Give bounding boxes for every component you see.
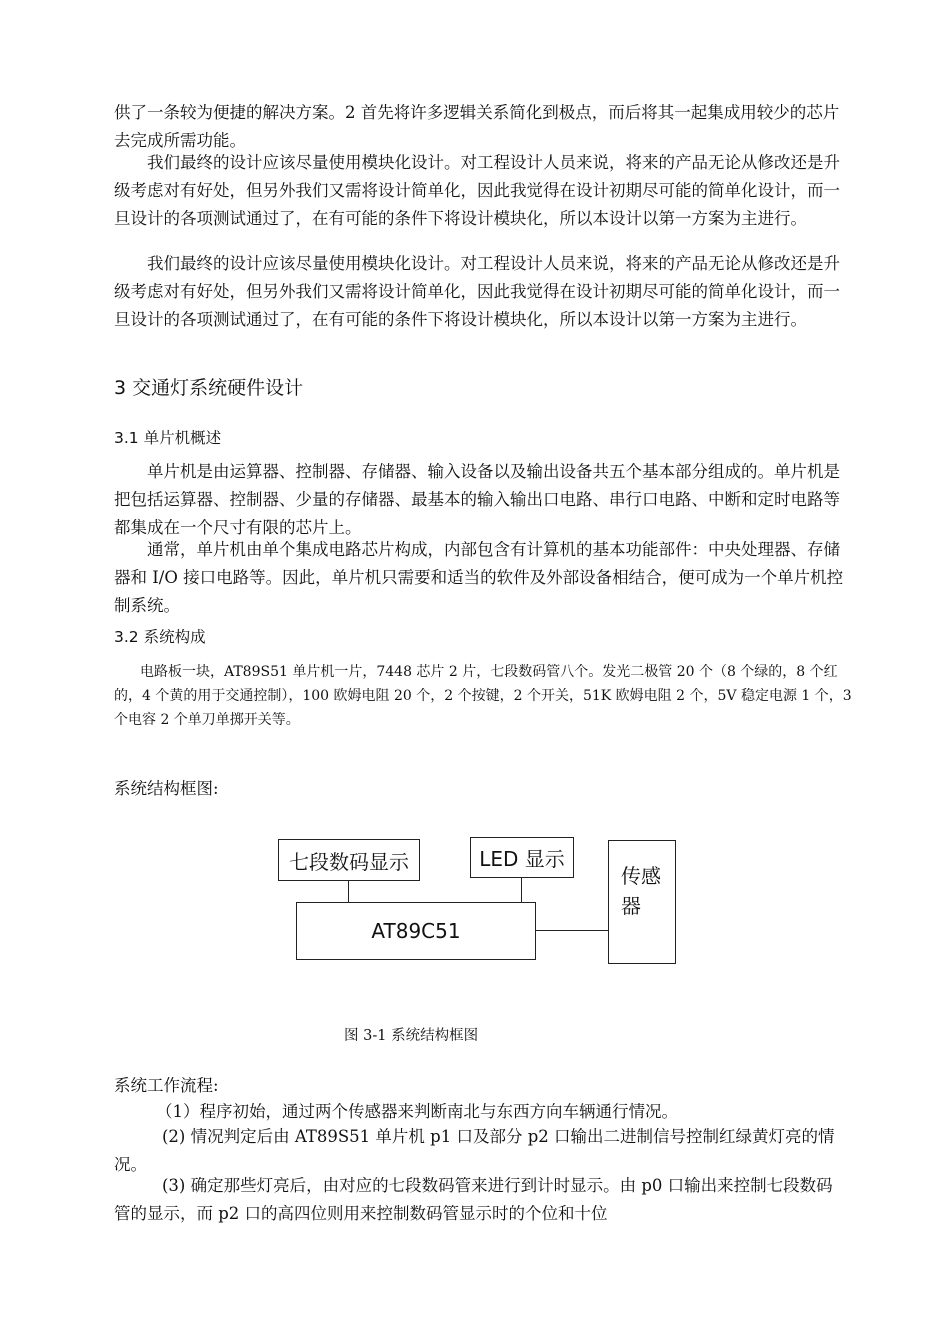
box-seven-segment-label: 七段数码显示	[289, 849, 409, 874]
box-sensor	[608, 840, 676, 964]
figure-caption: 图 3-1 系统结构框图	[344, 1028, 479, 1044]
box-mcu-label: AT89C51	[371, 919, 461, 943]
box-seven-segment-display	[278, 839, 420, 881]
box-led-label: LED 显示	[479, 847, 565, 871]
section-3-1-title: 3.1 单片机概述	[114, 429, 222, 447]
paragraph-system-composition: 电路板一块，AT89S51 单片机一片，7448 芯片 2 片，七段数码管八个。发光二极管 20 个（8 个绿的，8 个红的，4 个黄的用于交通控制），100 欧姆电阻 20 个，2 个按键，2 个开关，51K 欧姆电阻 2 个，5V 稳定电源 1 个，3 个电容 2 个单刀单掷开关等。	[114, 664, 852, 728]
connector-led-to-mcu	[521, 878, 522, 903]
connector-seven-seg-to-mcu	[348, 881, 349, 903]
paragraph-intro-2: 我们最终的设计应该尽量使用模块化设计。对工程设计人员来说，将来的产品无论从修改还是升级考虑对有好处，但另外我们又需将设计简单化，因此我觉得在设计初期尽可能的简单化设计，而一旦设计的各项测试通过了，在有可能的条件下将设计模块化，所以本设计以第一方案为主进行。	[114, 153, 840, 228]
paragraph-mcu-overview-1: 单片机是由运算器、控制器、存储器、输入设备以及输出设备共五个基本部分组成的。单片机是把包括运算器、控制器、少量的存储器、最基本的输入输出口电路、串行口电路、中断和定时电路等都集成在一个尺寸有限的芯片上。	[114, 462, 840, 537]
diagram-label: 系统结构框图:	[114, 779, 219, 798]
workflow-label: 系统工作流程:	[114, 1076, 219, 1095]
workflow-step-3: (3) 确定那些灯亮后，由对应的七段数码管来进行到计时显示。由 p0 口输出来控制七段数码管的显示，而 p2 口的高四位则用来控制数码管显示时的个位和十位	[114, 1176, 833, 1223]
paragraph-intro-1: 供了一条较为便捷的解决方案。2 首先将许多逻辑关系简化到极点，而后将其一起集成用较少的芯片去完成所需功能。	[114, 103, 840, 150]
box-mcu	[296, 902, 536, 960]
workflow-step-2: (2) 情况判定后由 AT89S51 单片机 p1 口及部分 p2 口输出二进制信号控制红绿黄灯亮的情况。	[114, 1127, 835, 1174]
box-sensor-label: 传感器	[621, 864, 661, 918]
section-3-2-title: 3.2 系统构成	[114, 628, 206, 646]
workflow-step-1: （1）程序初始，通过两个传感器来判断南北与东西方向车辆通行情况。	[156, 1102, 678, 1121]
section-3-title: 3 交通灯系统硬件设计	[114, 377, 304, 399]
box-led-display	[470, 837, 574, 878]
paragraph-intro-3: 我们最终的设计应该尽量使用模块化设计。对工程设计人员来说，将来的产品无论从修改还是升级考虑对有好处，但另外我们又需将设计简单化，因此我觉得在设计初期尽可能的简单化设计，而一旦设计的各项测试通过了，在有可能的条件下将设计模块化，所以本设计以第一方案为主进行。	[114, 254, 840, 329]
paragraph-mcu-overview-2: 通常，单片机由单个集成电路芯片构成，内部包含有计算机的基本功能部件：中央处理器、存储器和 I/O 接口电路等。因此，单片机只需要和适当的软件及外部设备相结合，便可成为一个单片机控制系统。	[114, 540, 844, 615]
connector-mcu-to-sensor	[536, 930, 608, 931]
